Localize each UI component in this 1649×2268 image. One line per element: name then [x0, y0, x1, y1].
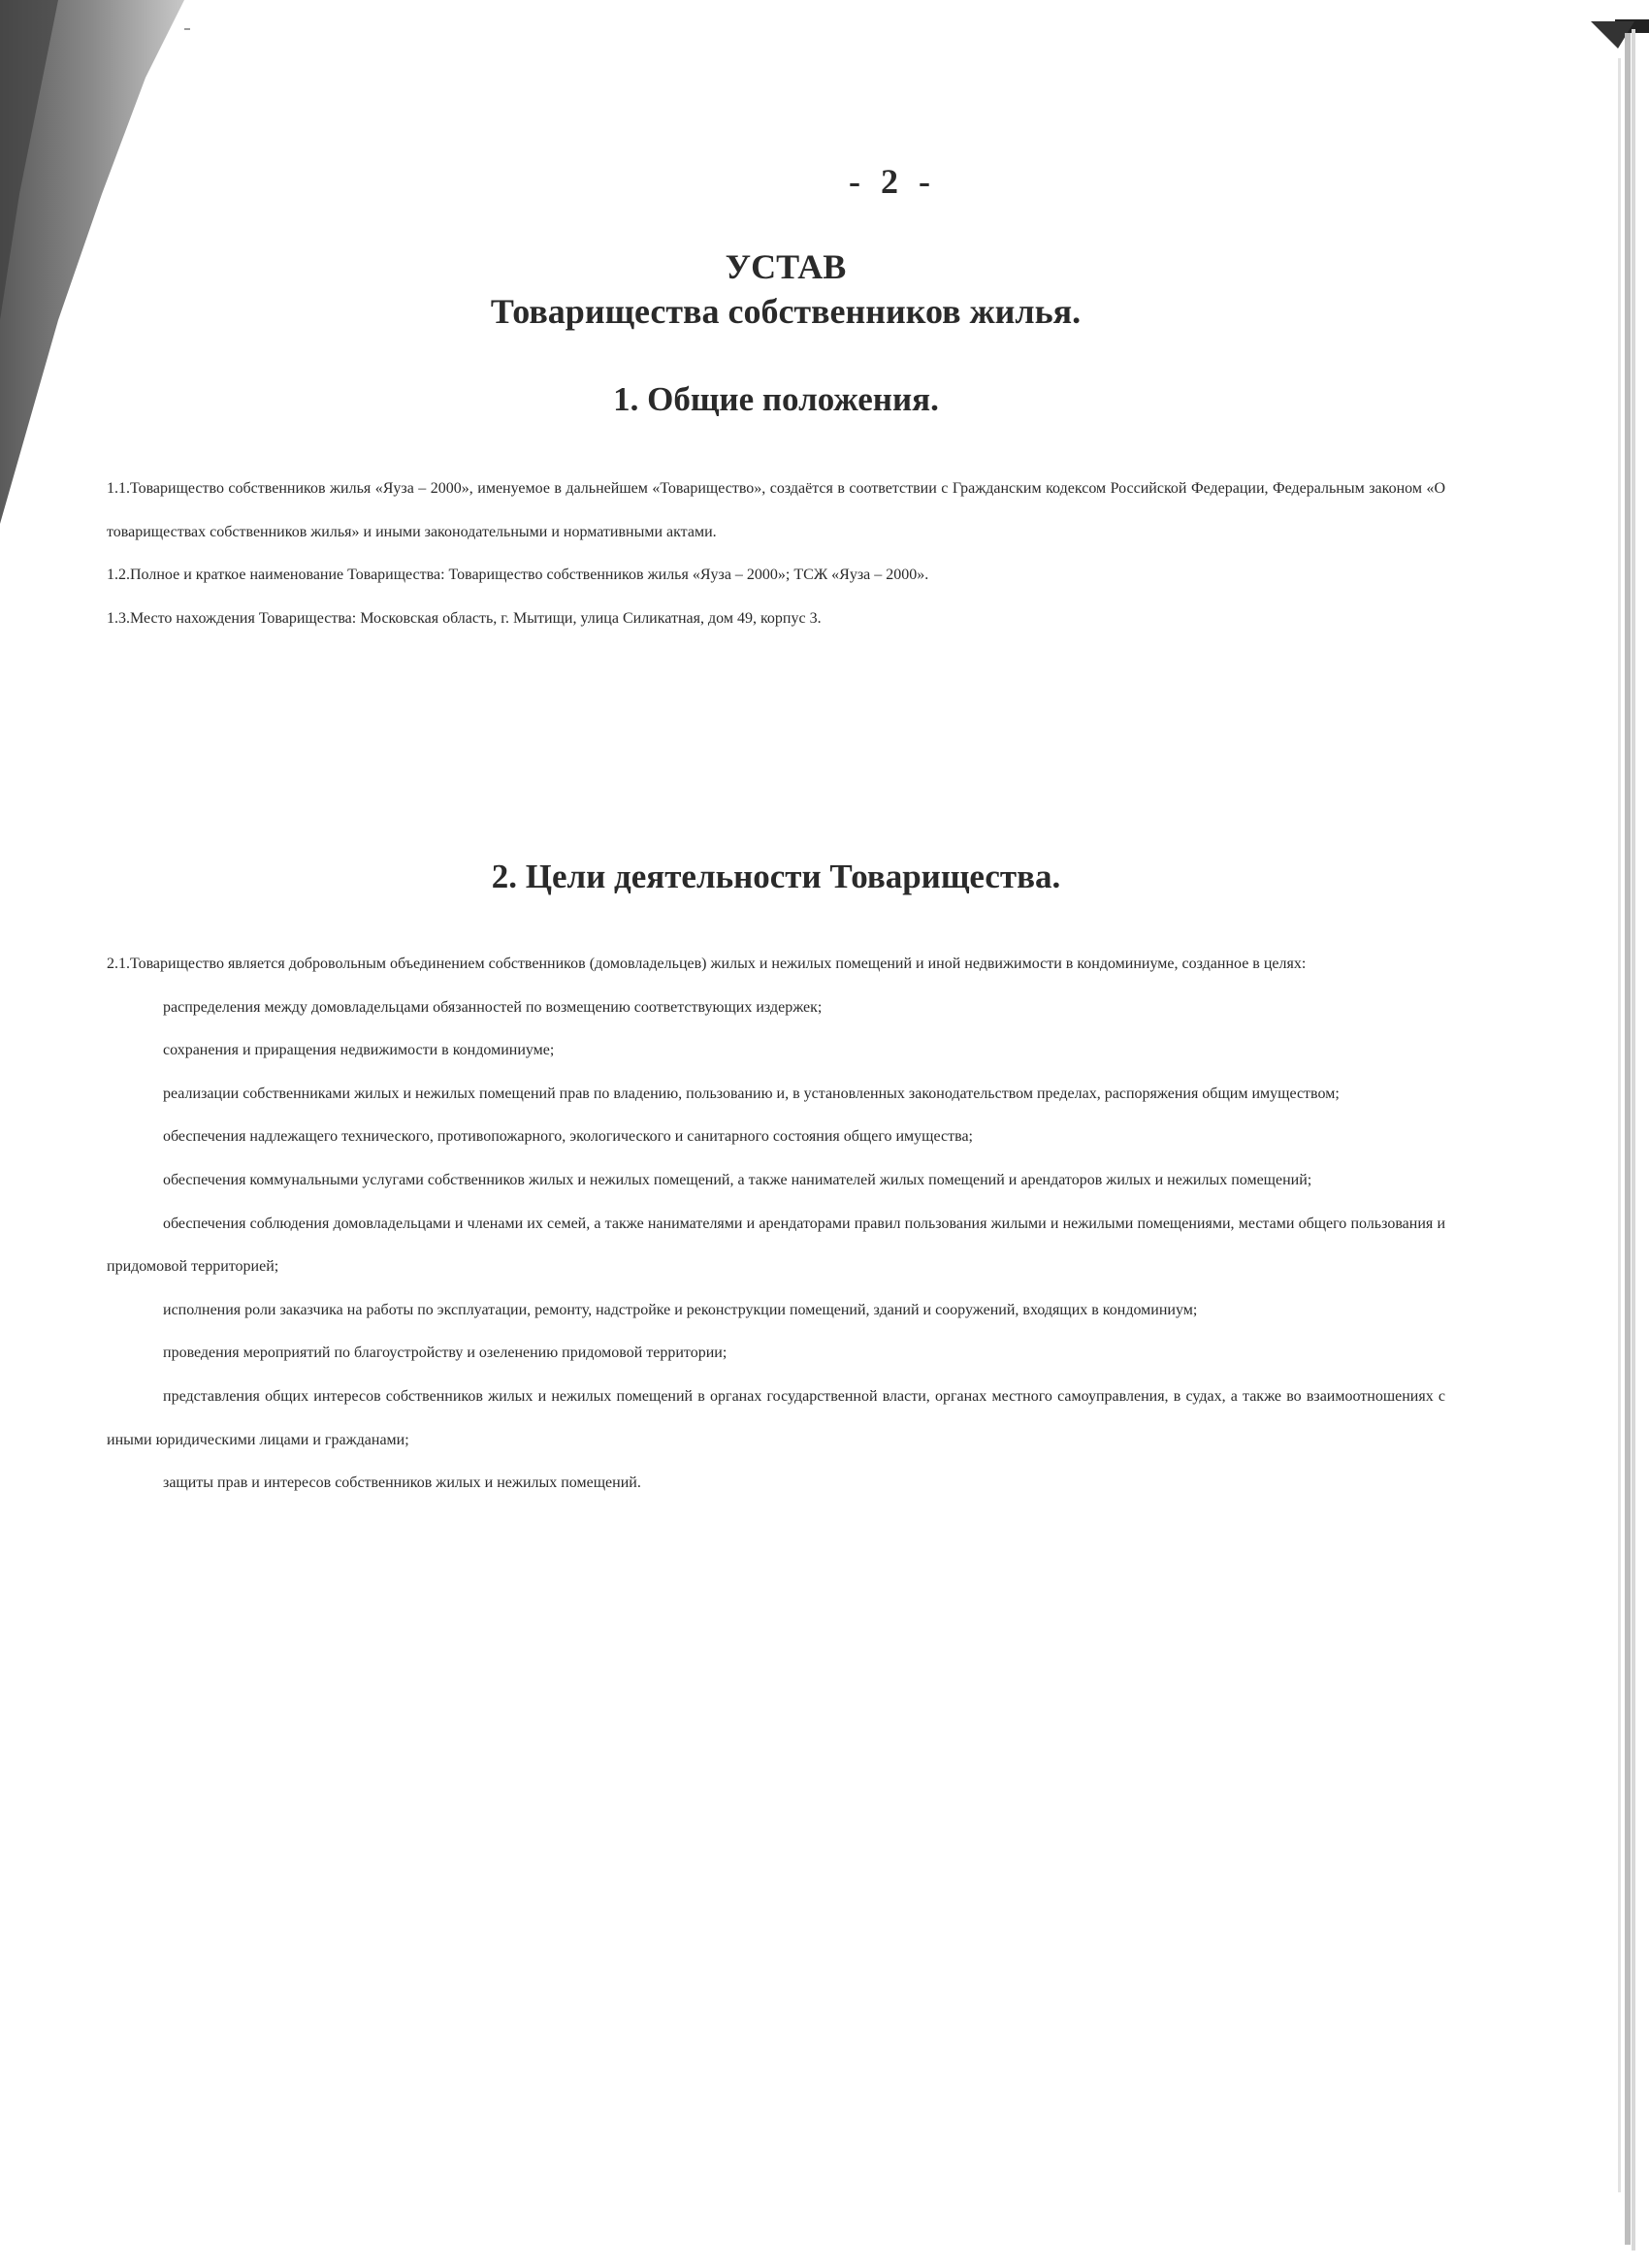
scan-right-edge: [1504, 0, 1649, 2268]
section-1-body: [107, 468, 1445, 640]
list-item: представления общих интересов собственников жилых и нежилых помещений в органах государственной власти, органах местного самоуправления, в судах, а также во взаимоотношениях с иными юридическими лицами и гражданами;: [107, 1387, 1445, 1448]
title-line-1: УСТАВ: [725, 247, 847, 286]
paragraph-1-2: 1.2.Полное и краткое наименование Товарищества: Товарищество собственников жилья «Яуза – 2000»; ТСЖ «Яуза – 2000».: [107, 567, 929, 583]
list-item: реализации собственниками жилых и нежилых помещений прав по владению, пользованию и, в установленных законодательством пределах, распоряжения общим имуществом;: [163, 1085, 1340, 1102]
scan-shadow-wedge: [0, 0, 194, 524]
section-1-heading: 1. Общие положения.: [613, 380, 939, 418]
list-item: защиты прав и интересов собственников жилых и нежилых помещений.: [163, 1474, 641, 1492]
list-item: сохранения и приращения недвижимости в кондоминиуме;: [163, 1042, 555, 1059]
list-item: исполнения роли заказчика на работы по эксплуатации, ремонту, надстройке и реконструкции помещений, зданий и сооружений, входящих в кондоминиум;: [163, 1301, 1198, 1318]
section-2-body: [107, 943, 1445, 1506]
paragraph-2-1: 2.1.Товарищество является добровольным объединением собственников (домовладельцев) жилых и нежилых помещений и иной недвижимости в кондоминиуме, созданное в целях:: [107, 956, 1307, 972]
list-item: проведения мероприятий по благоустройству и озеленению придомовой территории;: [163, 1345, 728, 1362]
document-title: [340, 244, 1232, 334]
section-2-heading: 2. Цели деятельности Товарищества.: [491, 858, 1061, 895]
title-line-2: Товарищества собственников жилья.: [490, 292, 1082, 331]
paragraph-1-1: 1.1.Товарищество собственников жилья «Яуза – 2000», именуемое в дальнейшем «Товарищество», создаётся в соответствии с Гражданским кодексом Российской Федерации, Федеральным законом «О товариществах собственников жилья» и иными законодательными и нормативными актами.: [107, 480, 1445, 540]
list-item: распределения между домовладельцами обязанностей по возмещению соответствующих издержек;: [163, 998, 823, 1016]
list-item: обеспечения соблюдения домовладельцами и членами их семей, а также нанимателями и арендаторами правил пользования жилыми и нежилыми помещениями, местами общего пользования и придомовой территорией;: [107, 1215, 1445, 1276]
paragraph-1-3: 1.3.Место нахождения Товарищества: Московская область, г. Мытищи, улица Силикатная, дом 49, корпус 3.: [107, 609, 822, 627]
list-item: обеспечения надлежащего технического, противопожарного, экологического и санитарного состояния общего имущества;: [163, 1128, 973, 1146]
list-item: обеспечения коммунальными услугами собственников жилых и нежилых помещений, а также нанимателей жилых помещений и арендаторов жилых и нежилых помещений;: [163, 1171, 1312, 1188]
page-number: - 2 -: [849, 162, 936, 201]
